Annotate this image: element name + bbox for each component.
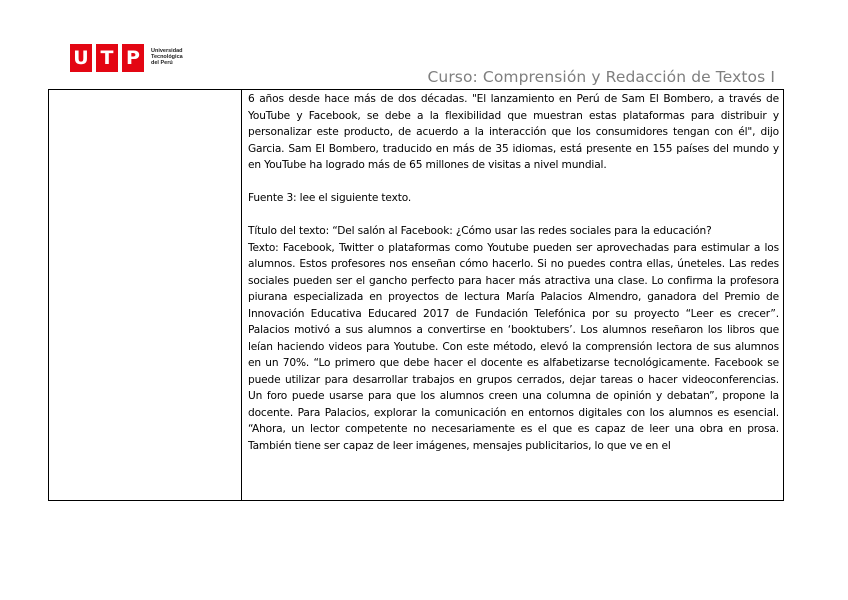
text-title: Título del texto: “Del salón al Facebook: ¿Cómo usar las redes sociales para la educación?	[248, 225, 712, 237]
logo-line-2: Tecnológica	[151, 54, 183, 60]
logo-letter-t: T	[96, 44, 118, 72]
logo-line-1: Universidad	[151, 48, 183, 54]
logo-letter-p: P	[122, 44, 144, 72]
paragraph-1: 6 años desde hace más de dos décadas. "El lanzamiento en Perú de Sam El Bombero, a través de YouTube y Facebook, se debe a la flexibilidad que muestran estas plataformas para distribuir y personalizar este producto, de acuerdo a la interacción que los consumidores tengan con él", dijo Garcia. Sam El Bombero, traducido en más de 35 idiomas, está presente en 155 países del mundo y en YouTube ha logrado más de 65 millones de visitas a nivel mundial.	[248, 93, 779, 171]
logo-letter-u: U	[70, 44, 92, 72]
paragraph-2: Texto: Facebook, Twitter o plataformas como Youtube pueden ser aprovechadas para estimular a los alumnos. Estos profesores nos enseñan cómo hacerlo. Si no puedes contra ellas, úneteles. Las redes sociales pueden ser el gancho perfecto para hacer más atractiva una clase. Lo confirma la profesora piurana especializada en proyectos de lectura María Palacios Almendro, ganadora del Premio de Innovación Educativa Educared 2017 de Fundación Telefónica por su proyecto “Leer es crecer”. Palacios motivó a sus alumnos a convertirse en ‘booktubers’. Los alumnos reseñaron los libros que leían haciendo videos para Youtube. Con este método, elevó la comprensión lectora de sus alumnos en un 70%. “Lo primero que debe hacer el docente es alfabetizarse tecnológicamente. Facebook se puede utilizar para desarrollar trabajos en grupos cerrados, dejar tareas o hacer videoconferencias. Un foro puede usarse para que los alumnos creen una columna de opinión y debatan”, propone la docente. Para Palacios, explorar la comunicación en entornos digitales con los alumnos es esencial. “Ahora, un lector competente no necesariamente es el que es capaz de leer una obra en prosa. También tiene ser capaz de leer imágenes, mensajes publicitarios, lo que ve en el	[248, 241, 779, 452]
course-title: Curso: Comprensión y Redacción de Textos I	[427, 68, 775, 86]
column-divider	[241, 89, 242, 501]
logo-line-3: del Perú	[151, 60, 173, 66]
utp-logo	[70, 44, 183, 74]
document-content	[248, 91, 779, 454]
logo-text	[151, 48, 183, 66]
source-heading: Fuente 3: lee el siguiente texto.	[248, 192, 412, 204]
